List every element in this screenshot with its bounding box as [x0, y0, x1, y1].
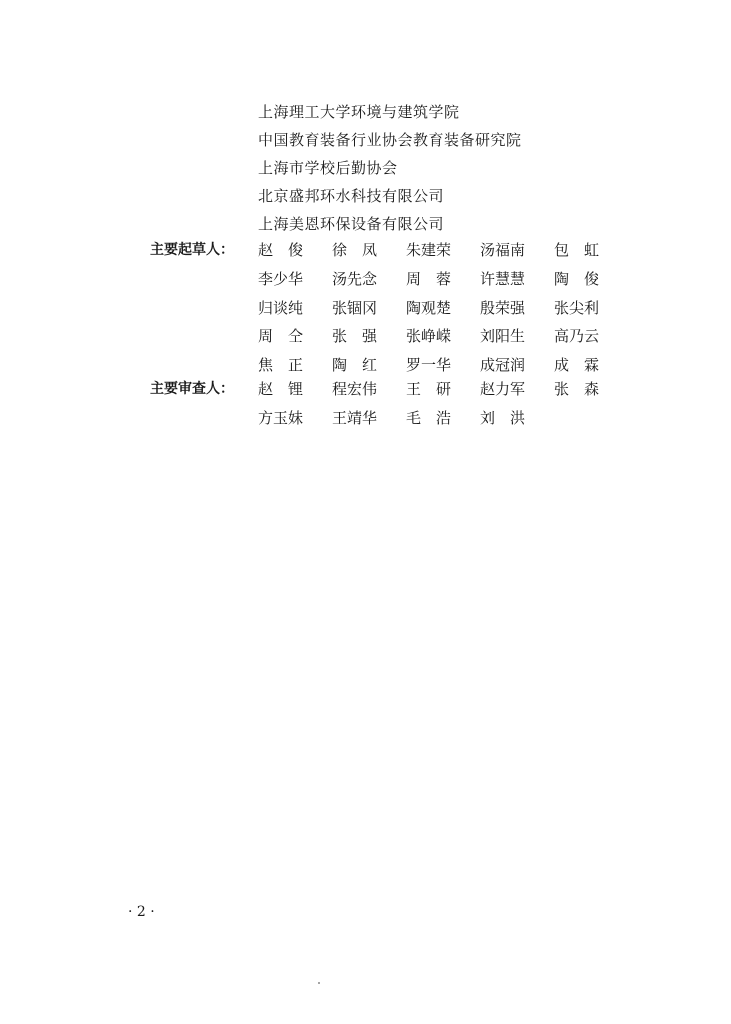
drafter-name: 罗一华	[406, 356, 452, 375]
reviewer-name: 毛 浩	[406, 408, 452, 427]
reviewers-label: 主要审查人：	[150, 381, 234, 397]
organization-item: 中国教育装备行业协会教育装备研究院	[258, 131, 522, 149]
organization-item: 上海理工大学环境与建筑学院	[258, 103, 460, 121]
reviewers-names	[258, 375, 628, 433]
drafter-name: 赵 俊	[258, 241, 304, 259]
reviewer-name: 王 研	[406, 380, 452, 398]
drafter-name: 周 蓉	[406, 269, 452, 288]
reviewer-name: 刘 洪	[480, 408, 526, 427]
drafter-name: 焦 正	[258, 356, 304, 375]
drafter-name: 张锢冈	[332, 298, 378, 317]
reviewer-name: 赵 锂	[258, 380, 304, 398]
scan-dot	[318, 982, 320, 984]
drafter-name: 张尖利	[554, 298, 600, 317]
organization-list	[258, 98, 522, 238]
drafter-name: 陶观楚	[406, 298, 452, 317]
drafter-name: 李少华	[258, 269, 304, 288]
drafter-name: 成冠润	[480, 356, 526, 375]
drafter-name: 周 仝	[258, 327, 304, 346]
drafters-label: 主要起草人：	[150, 242, 234, 258]
reviewer-name: 程宏伟	[332, 380, 378, 398]
reviewer-name: 王靖华	[332, 408, 378, 427]
drafter-name: 成 霖	[554, 356, 600, 375]
organization-item: 上海美恩环保设备有限公司	[258, 215, 445, 233]
page-number: · 2 ·	[128, 904, 155, 920]
drafter-name: 汤先念	[332, 269, 378, 288]
drafter-name: 陶 红	[332, 356, 378, 375]
drafters-names	[258, 236, 628, 380]
drafter-name: 归谈纯	[258, 298, 304, 317]
drafter-name: 刘阳生	[480, 327, 526, 346]
drafter-name: 徐 凤	[332, 241, 378, 259]
drafter-name: 张 强	[332, 327, 378, 346]
drafter-name: 朱建荣	[406, 241, 452, 259]
drafter-name: 汤福南	[480, 241, 526, 259]
reviewer-name: 方玉妹	[258, 408, 304, 427]
drafter-name: 殷荣强	[480, 298, 526, 317]
drafter-name: 高乃云	[554, 327, 600, 346]
drafter-name: 张峥嵘	[406, 327, 452, 346]
drafter-name: 包 虹	[554, 241, 600, 259]
drafter-name: 许慧慧	[480, 269, 526, 288]
reviewer-name: 赵力军	[480, 380, 526, 398]
organization-item: 上海市学校后勤协会	[258, 159, 398, 177]
organization-item: 北京盛邦环水科技有限公司	[258, 187, 445, 205]
drafter-name: 陶 俊	[554, 269, 600, 288]
reviewer-name: 张 森	[554, 380, 600, 398]
